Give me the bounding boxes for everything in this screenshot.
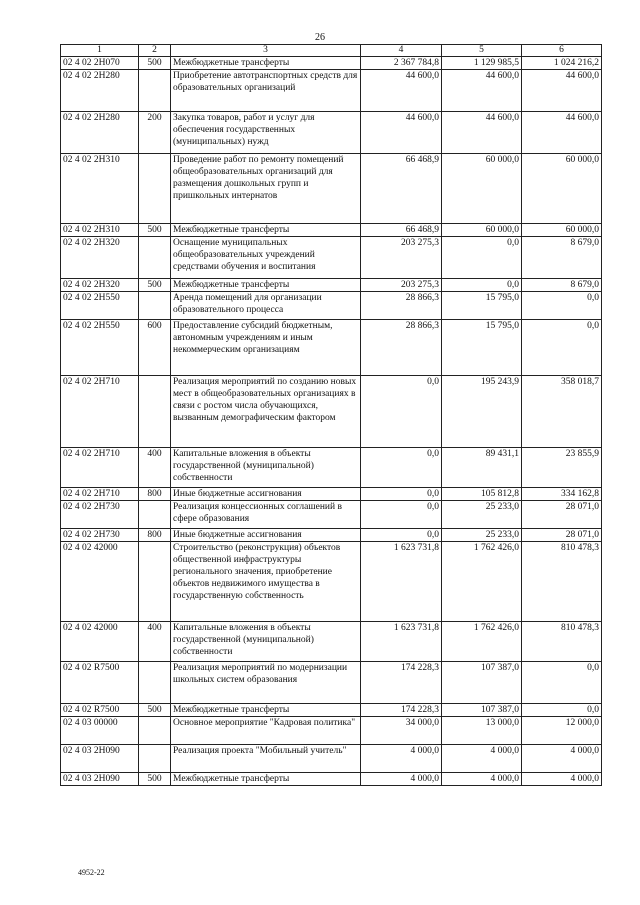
row-description: Предоставление субсидий бюджетным, автономным учреждениям и иным некоммерческим организациям <box>171 320 361 376</box>
row-value-col4: 0,0 <box>361 376 442 448</box>
row-description: Реализация мероприятий по модернизации школьных систем образования <box>171 662 361 704</box>
row-expense-type: 500 <box>139 279 171 292</box>
row-value-col6: 810 478,3 <box>522 622 602 662</box>
row-value-col5: 4 000,0 <box>442 745 522 773</box>
row-description: Межбюджетные трансферты <box>171 57 361 70</box>
row-value-col6: 0,0 <box>522 292 602 320</box>
table-row <box>61 224 602 237</box>
row-code: 02 4 03 2Н090 <box>61 773 139 786</box>
row-value-col4: 28 866,3 <box>361 320 442 376</box>
row-expense-type <box>139 154 171 224</box>
row-value-col4: 66 468,9 <box>361 154 442 224</box>
row-expense-type <box>139 717 171 745</box>
row-value-col6: 28 071,0 <box>522 501 602 529</box>
table-row <box>61 112 602 154</box>
row-code: 02 4 02 2Н310 <box>61 224 139 237</box>
table-body <box>61 57 602 786</box>
row-description: Иные бюджетные ассигнования <box>171 529 361 542</box>
row-value-col6: 334 162,8 <box>522 488 602 501</box>
table-row <box>61 542 602 622</box>
row-code: 02 4 02 2Н310 <box>61 154 139 224</box>
row-description: Оснащение муниципальных общеобразовательных учреждений средствами обучения и воспитания <box>171 237 361 279</box>
row-code: 02 4 02 2Н550 <box>61 320 139 376</box>
row-code: 02 4 02 2Н320 <box>61 237 139 279</box>
column-header: 3 <box>171 45 361 57</box>
row-value-col4: 174 228,3 <box>361 704 442 717</box>
row-expense-type: 800 <box>139 529 171 542</box>
row-value-col4: 1 623 731,8 <box>361 542 442 622</box>
document-code: 4952-22 <box>78 868 105 877</box>
row-value-col4: 0,0 <box>361 529 442 542</box>
row-value-col4: 0,0 <box>361 501 442 529</box>
table-row <box>61 154 602 224</box>
row-value-col5: 0,0 <box>442 237 522 279</box>
row-value-col4: 44 600,0 <box>361 70 442 112</box>
column-header: 1 <box>61 45 139 57</box>
table-row <box>61 70 602 112</box>
row-value-col4: 2 367 784,8 <box>361 57 442 70</box>
row-value-col6: 23 855,9 <box>522 448 602 488</box>
column-header: 6 <box>522 45 602 57</box>
row-value-col4: 1 623 731,8 <box>361 622 442 662</box>
row-value-col6: 810 478,3 <box>522 542 602 622</box>
row-description: Реализация мероприятий по созданию новых мест в общеобразовательных организациях в связи с ростом числа обучающихся, вызванным демографическим фактором <box>171 376 361 448</box>
table-row <box>61 320 602 376</box>
row-value-col5: 60 000,0 <box>442 224 522 237</box>
row-value-col5: 25 233,0 <box>442 501 522 529</box>
row-value-col4: 203 275,3 <box>361 279 442 292</box>
row-value-col4: 203 275,3 <box>361 237 442 279</box>
row-value-col6: 4 000,0 <box>522 773 602 786</box>
row-value-col4: 0,0 <box>361 448 442 488</box>
row-code: 02 4 02 2Н730 <box>61 501 139 529</box>
row-value-col6: 12 000,0 <box>522 717 602 745</box>
row-value-col6: 60 000,0 <box>522 224 602 237</box>
row-code: 02 4 02 42000 <box>61 622 139 662</box>
table-row <box>61 529 602 542</box>
row-expense-type: 400 <box>139 622 171 662</box>
table-row <box>61 279 602 292</box>
row-description: Межбюджетные трансферты <box>171 224 361 237</box>
row-value-col6: 358 018,7 <box>522 376 602 448</box>
row-description: Межбюджетные трансферты <box>171 773 361 786</box>
row-expense-type <box>139 70 171 112</box>
row-code: 02 4 02 2Н550 <box>61 292 139 320</box>
column-header: 4 <box>361 45 442 57</box>
row-code: 02 4 02 2Н280 <box>61 112 139 154</box>
column-header: 2 <box>139 45 171 57</box>
budget-table <box>60 44 602 786</box>
row-description: Закупка товаров, работ и услуг для обеспечения государственных (муниципальных) нужд <box>171 112 361 154</box>
table-row <box>61 662 602 704</box>
row-value-col5: 60 000,0 <box>442 154 522 224</box>
row-code: 02 4 02 R7500 <box>61 704 139 717</box>
table-row <box>61 704 602 717</box>
row-code: 02 4 02 2Н710 <box>61 376 139 448</box>
row-code: 02 4 02 2Н730 <box>61 529 139 542</box>
row-expense-type: 400 <box>139 448 171 488</box>
row-value-col6: 44 600,0 <box>522 112 602 154</box>
row-expense-type: 500 <box>139 224 171 237</box>
table-row <box>61 237 602 279</box>
row-value-col5: 195 243,9 <box>442 376 522 448</box>
row-value-col6: 0,0 <box>522 662 602 704</box>
row-value-col5: 4 000,0 <box>442 773 522 786</box>
row-expense-type <box>139 662 171 704</box>
row-description: Аренда помещений для организации образовательного процесса <box>171 292 361 320</box>
table-row <box>61 448 602 488</box>
row-code: 02 4 02 2Н070 <box>61 57 139 70</box>
row-value-col6: 0,0 <box>522 704 602 717</box>
page-number: 26 <box>315 32 325 43</box>
row-expense-type: 500 <box>139 704 171 717</box>
table-row <box>61 622 602 662</box>
row-value-col4: 4 000,0 <box>361 745 442 773</box>
row-value-col4: 0,0 <box>361 488 442 501</box>
row-value-col5: 15 795,0 <box>442 292 522 320</box>
row-description: Капитальные вложения в объекты государственной (муниципальной) собственности <box>171 622 361 662</box>
table-row <box>61 292 602 320</box>
row-value-col5: 44 600,0 <box>442 70 522 112</box>
row-code: 02 4 02 2Н710 <box>61 488 139 501</box>
row-value-col5: 0,0 <box>442 279 522 292</box>
row-expense-type <box>139 237 171 279</box>
row-expense-type: 600 <box>139 320 171 376</box>
table-row <box>61 745 602 773</box>
row-expense-type: 200 <box>139 112 171 154</box>
row-code: 02 4 03 00000 <box>61 717 139 745</box>
row-code: 02 4 03 2Н090 <box>61 745 139 773</box>
row-expense-type: 500 <box>139 57 171 70</box>
row-value-col4: 66 468,9 <box>361 224 442 237</box>
row-value-col4: 44 600,0 <box>361 112 442 154</box>
row-value-col6: 4 000,0 <box>522 745 602 773</box>
table-row <box>61 717 602 745</box>
row-expense-type: 500 <box>139 773 171 786</box>
row-description: Основное мероприятие "Кадровая политика" <box>171 717 361 745</box>
row-value-col6: 44 600,0 <box>522 70 602 112</box>
row-value-col4: 174 228,3 <box>361 662 442 704</box>
row-value-col4: 34 000,0 <box>361 717 442 745</box>
row-description: Иные бюджетные ассигнования <box>171 488 361 501</box>
row-value-col6: 0,0 <box>522 320 602 376</box>
row-value-col4: 28 866,3 <box>361 292 442 320</box>
table-row <box>61 773 602 786</box>
row-value-col6: 8 679,0 <box>522 279 602 292</box>
row-expense-type <box>139 376 171 448</box>
row-description: Приобретение автотранспортных средств для образовательных организаций <box>171 70 361 112</box>
row-value-col5: 13 000,0 <box>442 717 522 745</box>
row-value-col5: 1 129 985,5 <box>442 57 522 70</box>
row-value-col4: 4 000,0 <box>361 773 442 786</box>
row-expense-type <box>139 501 171 529</box>
row-value-col5: 107 387,0 <box>442 662 522 704</box>
row-value-col6: 8 679,0 <box>522 237 602 279</box>
row-description: Проведение работ по ремонту помещений общеобразовательных организаций для размещения дошкольных групп и пришкольных интернатов <box>171 154 361 224</box>
row-value-col5: 15 795,0 <box>442 320 522 376</box>
row-description: Реализация проекта "Мобильный учитель" <box>171 745 361 773</box>
row-value-col5: 44 600,0 <box>442 112 522 154</box>
row-expense-type: 800 <box>139 488 171 501</box>
row-value-col5: 1 762 426,0 <box>442 542 522 622</box>
row-code: 02 4 02 2Н280 <box>61 70 139 112</box>
row-value-col5: 105 812,8 <box>442 488 522 501</box>
row-value-col5: 25 233,0 <box>442 529 522 542</box>
row-description: Межбюджетные трансферты <box>171 704 361 717</box>
row-expense-type <box>139 542 171 622</box>
row-code: 02 4 02 42000 <box>61 542 139 622</box>
table-row <box>61 57 602 70</box>
row-value-col5: 1 762 426,0 <box>442 622 522 662</box>
row-code: 02 4 02 2Н320 <box>61 279 139 292</box>
row-value-col5: 89 431,1 <box>442 448 522 488</box>
row-description: Строительство (реконструкция) объектов общественной инфраструктуры регионального значения, приобретение объектов недвижимого имущества в государственную собственность <box>171 542 361 622</box>
table-header-row <box>61 45 602 57</box>
row-expense-type <box>139 292 171 320</box>
column-header: 5 <box>442 45 522 57</box>
row-description: Межбюджетные трансферты <box>171 279 361 292</box>
table-row <box>61 501 602 529</box>
row-value-col5: 107 387,0 <box>442 704 522 717</box>
row-code: 02 4 02 2Н710 <box>61 448 139 488</box>
row-value-col6: 1 024 216,2 <box>522 57 602 70</box>
row-value-col6: 60 000,0 <box>522 154 602 224</box>
row-expense-type <box>139 745 171 773</box>
row-description: Капитальные вложения в объекты государственной (муниципальной) собственности <box>171 448 361 488</box>
table-row <box>61 376 602 448</box>
row-value-col6: 28 071,0 <box>522 529 602 542</box>
row-description: Реализация концессионных соглашений в сфере образования <box>171 501 361 529</box>
table-row <box>61 488 602 501</box>
row-code: 02 4 02 R7500 <box>61 662 139 704</box>
